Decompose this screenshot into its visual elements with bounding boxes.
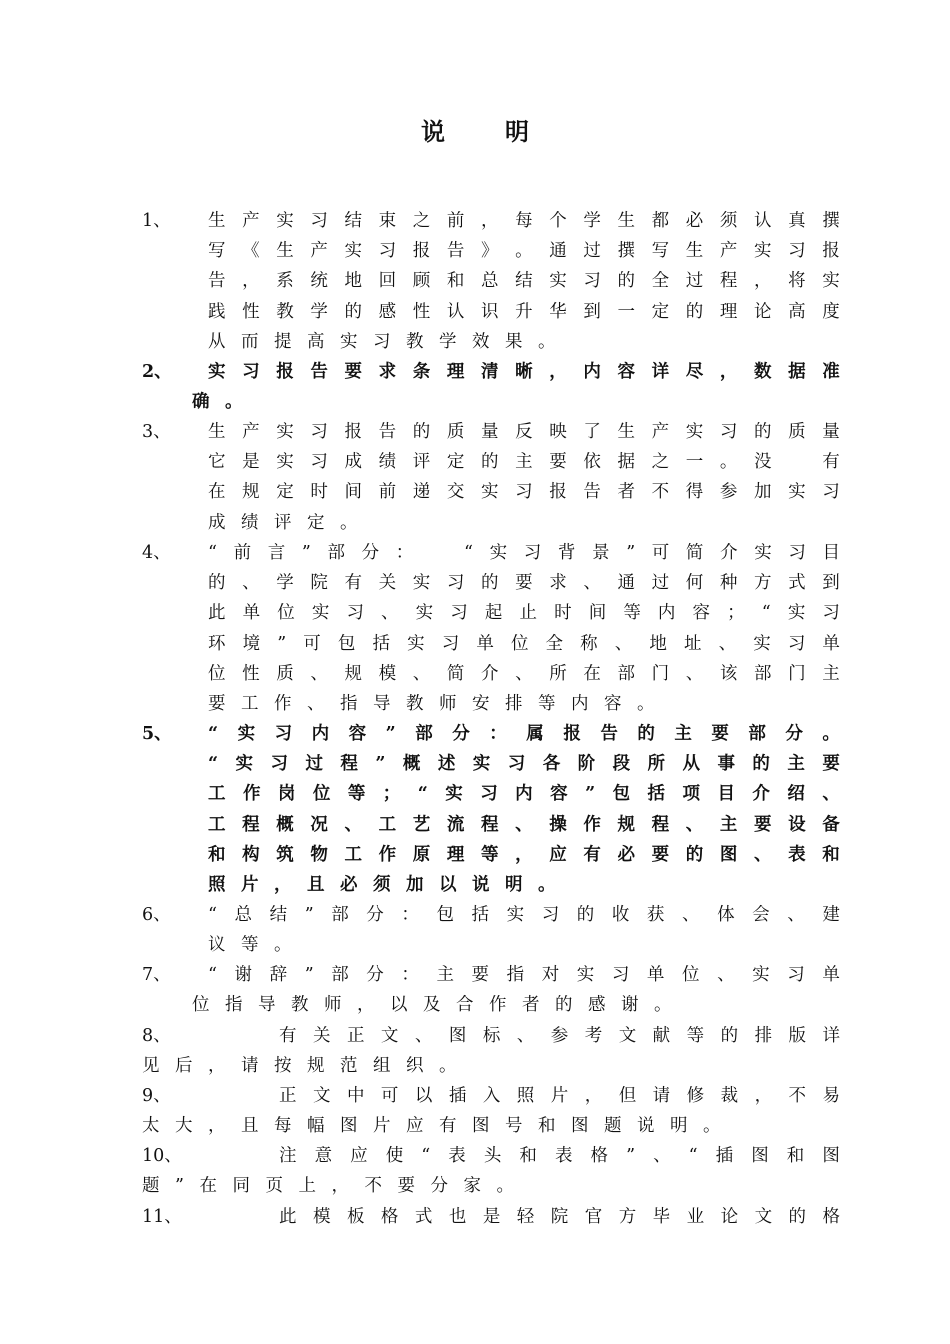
item-line: 生 产 实 习 结 束 之 前 ， 每 个 学 生 都 必 须 认 真 撰 bbox=[208, 211, 840, 231]
item-number: 11、 bbox=[142, 1207, 182, 1227]
item-line: 实 习 报 告 要 求 条 理 清 晰 ， 内 容 详 尽 ， 数 据 准 bbox=[208, 362, 840, 382]
document-title: 说明 bbox=[421, 117, 589, 146]
instruction-item-6 bbox=[142, 900, 840, 960]
instruction-item-5 bbox=[142, 719, 840, 900]
item-line: 的 、 学 院 有 关 实 习 的 要 求 、 通 过 何 种 方 式 到 bbox=[208, 573, 840, 594]
instruction-item-1 bbox=[142, 206, 840, 357]
item-line: “ 谢 辞 ” 部 分 ： 主 要 指 对 实 习 单 位 、 实 习 单 bbox=[208, 965, 840, 985]
item-line: 太大，且每幅图片应有图号和图题说明。 bbox=[142, 1116, 736, 1137]
item-line: 注 意 应 使 “ 表 头 和 表 格 ” 、 “ 插 图 和 图 bbox=[279, 1146, 840, 1166]
item-line: 照片，且必须加以说明。 bbox=[208, 874, 571, 895]
item-line: 生 产 实 习 报 告 的 质 量 反 映 了 生 产 实 习 的 质 量 bbox=[208, 422, 840, 442]
item-line: 成绩评定。 bbox=[208, 512, 373, 533]
item-line: “ 总 结 ” 部 分 ： 包 括 实 习 的 收 获 、 体 会 、 建 bbox=[208, 905, 840, 925]
item-line: 位 性 质 、 规 模 、 简 介 、 所 在 部 门 、 该 部 门 主 bbox=[208, 663, 840, 684]
item-number: 9、 bbox=[142, 1086, 171, 1106]
instruction-item-11 bbox=[142, 1202, 840, 1232]
item-number: 7、 bbox=[142, 965, 171, 985]
instruction-item-2 bbox=[142, 357, 840, 417]
item-line: 正 文 中 可 以 插 入 照 片 ， 但 请 修 裁 ， 不 易 bbox=[279, 1086, 840, 1106]
item-line: 写 《 生 产 实 习 报 告 》 。 通 过 撰 写 生 产 实 习 报 bbox=[208, 241, 840, 262]
item-line: “ 前 言 ” 部 分 ： “ 实 习 背 景 ” 可 简 介 实 习 目 bbox=[208, 543, 840, 563]
item-line: 从而提高实习教学效果。 bbox=[208, 331, 571, 352]
item-line: “ 实 习 过 程 ” 概 述 实 习 各 阶 段 所 从 事 的 主 要 bbox=[208, 754, 840, 775]
item-line: 有 关 正 文 、 图 标 、 参 考 文 献 等 的 排 版 详 bbox=[279, 1026, 840, 1046]
item-number: 6、 bbox=[142, 905, 171, 925]
item-line: 它 是 实 习 成 绩 评 定 的 主 要 依 据 之 一 。 没 有 bbox=[208, 452, 840, 473]
item-line: 告 ， 系 统 地 回 顾 和 总 结 实 习 的 全 过 程 ， 将 实 bbox=[208, 271, 840, 292]
item-line: “ 实 习 内 容 ” 部 分 ： 属 报 告 的 主 要 部 分 。 bbox=[208, 724, 840, 744]
item-line: 题”在同页上，不要分家。 bbox=[142, 1176, 530, 1197]
item-line: 在 规 定 时 间 前 递 交 实 习 报 告 者 不 得 参 加 实 习 bbox=[208, 482, 840, 503]
item-line: 要工作、指导教师安排等内容。 bbox=[208, 693, 670, 714]
instruction-item-9 bbox=[142, 1081, 840, 1141]
item-number: 8、 bbox=[142, 1026, 171, 1046]
item-number: 1、 bbox=[142, 211, 171, 231]
item-line: 确。 bbox=[192, 392, 258, 413]
item-line: 工 程 概 况 、 工 艺 流 程 、 操 作 规 程 、 主 要 设 备 bbox=[208, 814, 840, 835]
instruction-item-8 bbox=[142, 1021, 840, 1081]
item-number: 3、 bbox=[142, 422, 171, 442]
item-line: 议等。 bbox=[208, 935, 307, 956]
instruction-item-7 bbox=[142, 960, 840, 1020]
item-line: 此 模 板 格 式 也 是 轻 院 官 方 毕 业 论 文 的 格 bbox=[279, 1207, 840, 1227]
item-line: 践 性 教 学 的 感 性 认 识 升 华 到 一 定 的 理 论 高 度 bbox=[208, 301, 840, 322]
item-number: 10、 bbox=[142, 1146, 182, 1166]
instruction-item-4 bbox=[142, 538, 840, 719]
item-line: 此 单 位 实 习 、 实 习 起 止 时 间 等 内 容 ； “ 实 习 bbox=[208, 603, 840, 624]
item-line: 工 作 岗 位 等 ； “ 实 习 内 容 ” 包 括 项 目 介 绍 、 bbox=[208, 784, 840, 805]
item-line: 环 境 ” 可 包 括 实 习 单 位 全 称 、 地 址 、 实 习 单 bbox=[208, 633, 840, 654]
item-line: 见后，请按规范组织。 bbox=[142, 1056, 472, 1077]
item-line: 和 构 筑 物 工 作 原 理 等 ， 应 有 必 要 的 图 、 表 和 bbox=[208, 844, 840, 865]
instruction-item-10 bbox=[142, 1141, 840, 1201]
item-number: 4、 bbox=[142, 543, 171, 563]
item-line: 位指导教师，以及合作者的感谢。 bbox=[192, 995, 687, 1016]
item-number: 2、 bbox=[142, 362, 172, 382]
item-number: 5、 bbox=[142, 724, 172, 744]
instruction-item-3 bbox=[142, 417, 840, 538]
